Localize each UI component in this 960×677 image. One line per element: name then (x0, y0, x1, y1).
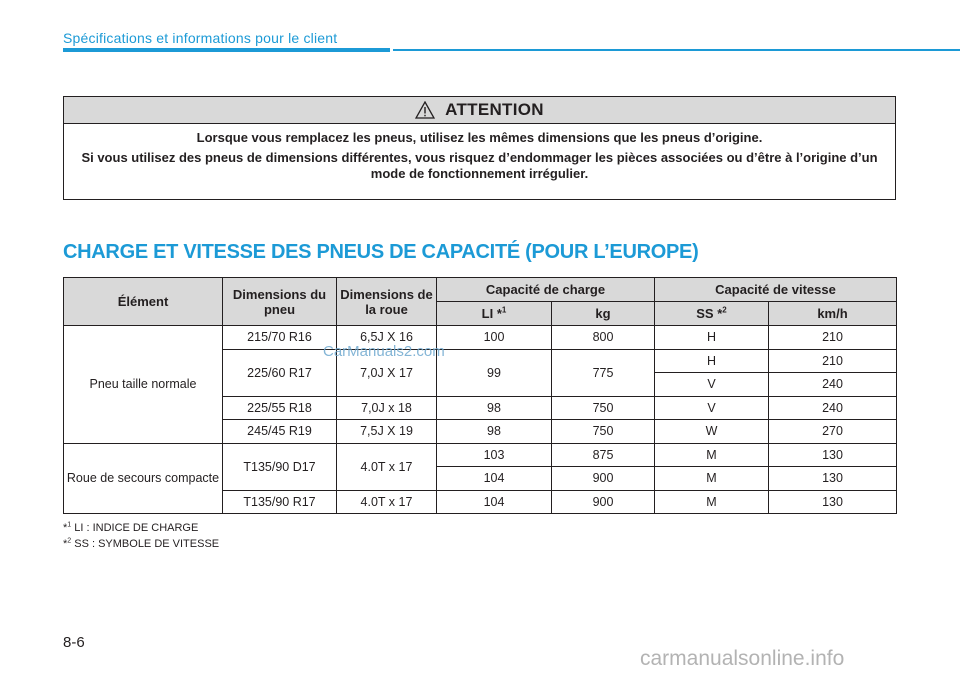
cell-kmh: 130 (769, 490, 897, 514)
header-kmh: km/h (769, 302, 897, 326)
cell-kg: 750 (552, 396, 655, 420)
header-wheel-size: Dimensions de la roue (337, 278, 437, 326)
header-rule (63, 48, 390, 52)
warning-triangle-icon (415, 101, 435, 119)
cell-ss: V (655, 373, 769, 397)
cell-li: 104 (437, 490, 552, 514)
watermark-carmanuals: CarManuals2.com (323, 343, 445, 360)
header-speed-capacity: Capacité de vitesse (655, 278, 897, 302)
header-load-capacity: Capacité de charge (437, 278, 655, 302)
cell-ss: M (655, 443, 769, 467)
cell-li: 98 (437, 396, 552, 420)
table-row (64, 326, 897, 350)
header-li: LI *$^1$ (437, 302, 552, 326)
cell-kmh: 210 (769, 349, 897, 373)
cell-kmh: 130 (769, 467, 897, 491)
cell-wheel: 7,5J X 19 (337, 420, 437, 444)
cell-kg: 900 (552, 490, 655, 514)
group-label-spare: Roue de secours compacte (64, 443, 223, 514)
cell-kmh: 240 (769, 396, 897, 420)
cell-li: 98 (437, 420, 552, 444)
table-row (64, 443, 897, 467)
cell-kg: 800 (552, 326, 655, 350)
cell-ss: H (655, 326, 769, 350)
cell-tire: 225/55 R18 (223, 396, 337, 420)
cell-tire: 245/45 R19 (223, 420, 337, 444)
cell-tire: 225/60 R17 (223, 349, 337, 396)
cell-wheel: 4.0T x 17 (337, 490, 437, 514)
cell-wheel: 6,5J X 16 (337, 326, 437, 350)
attention-line-2: Si vous utilisez des pneus de dimensions différentes, vous risquez d’endommager les pièces associées ou d’être à l’origine d’un mode de fonctionnement irrégulier. (81, 150, 878, 181)
header-kg: kg (552, 302, 655, 326)
cell-ss: W (655, 420, 769, 444)
cell-li: 100 (437, 326, 552, 350)
attention-line-1: Lorsque vous remplacez les pneus, utilisez les mêmes dimensions que les pneus d’origine. (196, 130, 763, 145)
footnotes (63, 520, 219, 552)
cell-li: 103 (437, 443, 552, 467)
cell-ss: M (655, 467, 769, 491)
header-element: Élément (64, 278, 223, 326)
attention-body (64, 124, 895, 182)
footnote-ss: *$^2$ SS : SYMBOLE DE VITESSE (63, 537, 220, 550)
group-label-normal: Pneu taille normale (64, 326, 223, 444)
page-number: 8-6 (63, 634, 85, 651)
section-title: CHARGE ET VITESSE DES PNEUS DE CAPACITÉ (POUR L’EUROPE) (63, 241, 699, 263)
cell-kmh: 210 (769, 326, 897, 350)
cell-kmh: 130 (769, 443, 897, 467)
cell-ss: H (655, 349, 769, 373)
section-header: Spécifications et informations pour le client (63, 30, 338, 46)
header-tire-size: Dimensions du pneu (223, 278, 337, 326)
cell-ss: V (655, 396, 769, 420)
header-ss: SS *$^2$ (655, 302, 769, 326)
footnote-li: *$^1$ LI : INDICE DE CHARGE (63, 521, 199, 534)
cell-kmh: 240 (769, 373, 897, 397)
cell-wheel: 7,0J x 18 (337, 396, 437, 420)
cell-kg: 900 (552, 467, 655, 491)
cell-tire: T135/90 R17 (223, 490, 337, 514)
tire-spec-table (63, 277, 897, 514)
cell-tire: 215/70 R16 (223, 326, 337, 350)
cell-tire: T135/90 D17 (223, 443, 337, 490)
watermark-site: carmanualsonline.info (640, 647, 845, 670)
cell-kmh: 270 (769, 420, 897, 444)
cell-kg: 775 (552, 349, 655, 396)
cell-kg: 750 (552, 420, 655, 444)
header-rule-extension (393, 49, 960, 51)
cell-li: 104 (437, 467, 552, 491)
cell-wheel: 4.0T x 17 (337, 443, 437, 490)
cell-kg: 875 (552, 443, 655, 467)
attention-bar (64, 97, 895, 124)
cell-ss: M (655, 490, 769, 514)
attention-title: ATTENTION (445, 100, 544, 119)
attention-box (63, 96, 896, 200)
cell-li: 99 (437, 349, 552, 396)
cell-wheel: 7,0J X 17 (337, 349, 437, 396)
